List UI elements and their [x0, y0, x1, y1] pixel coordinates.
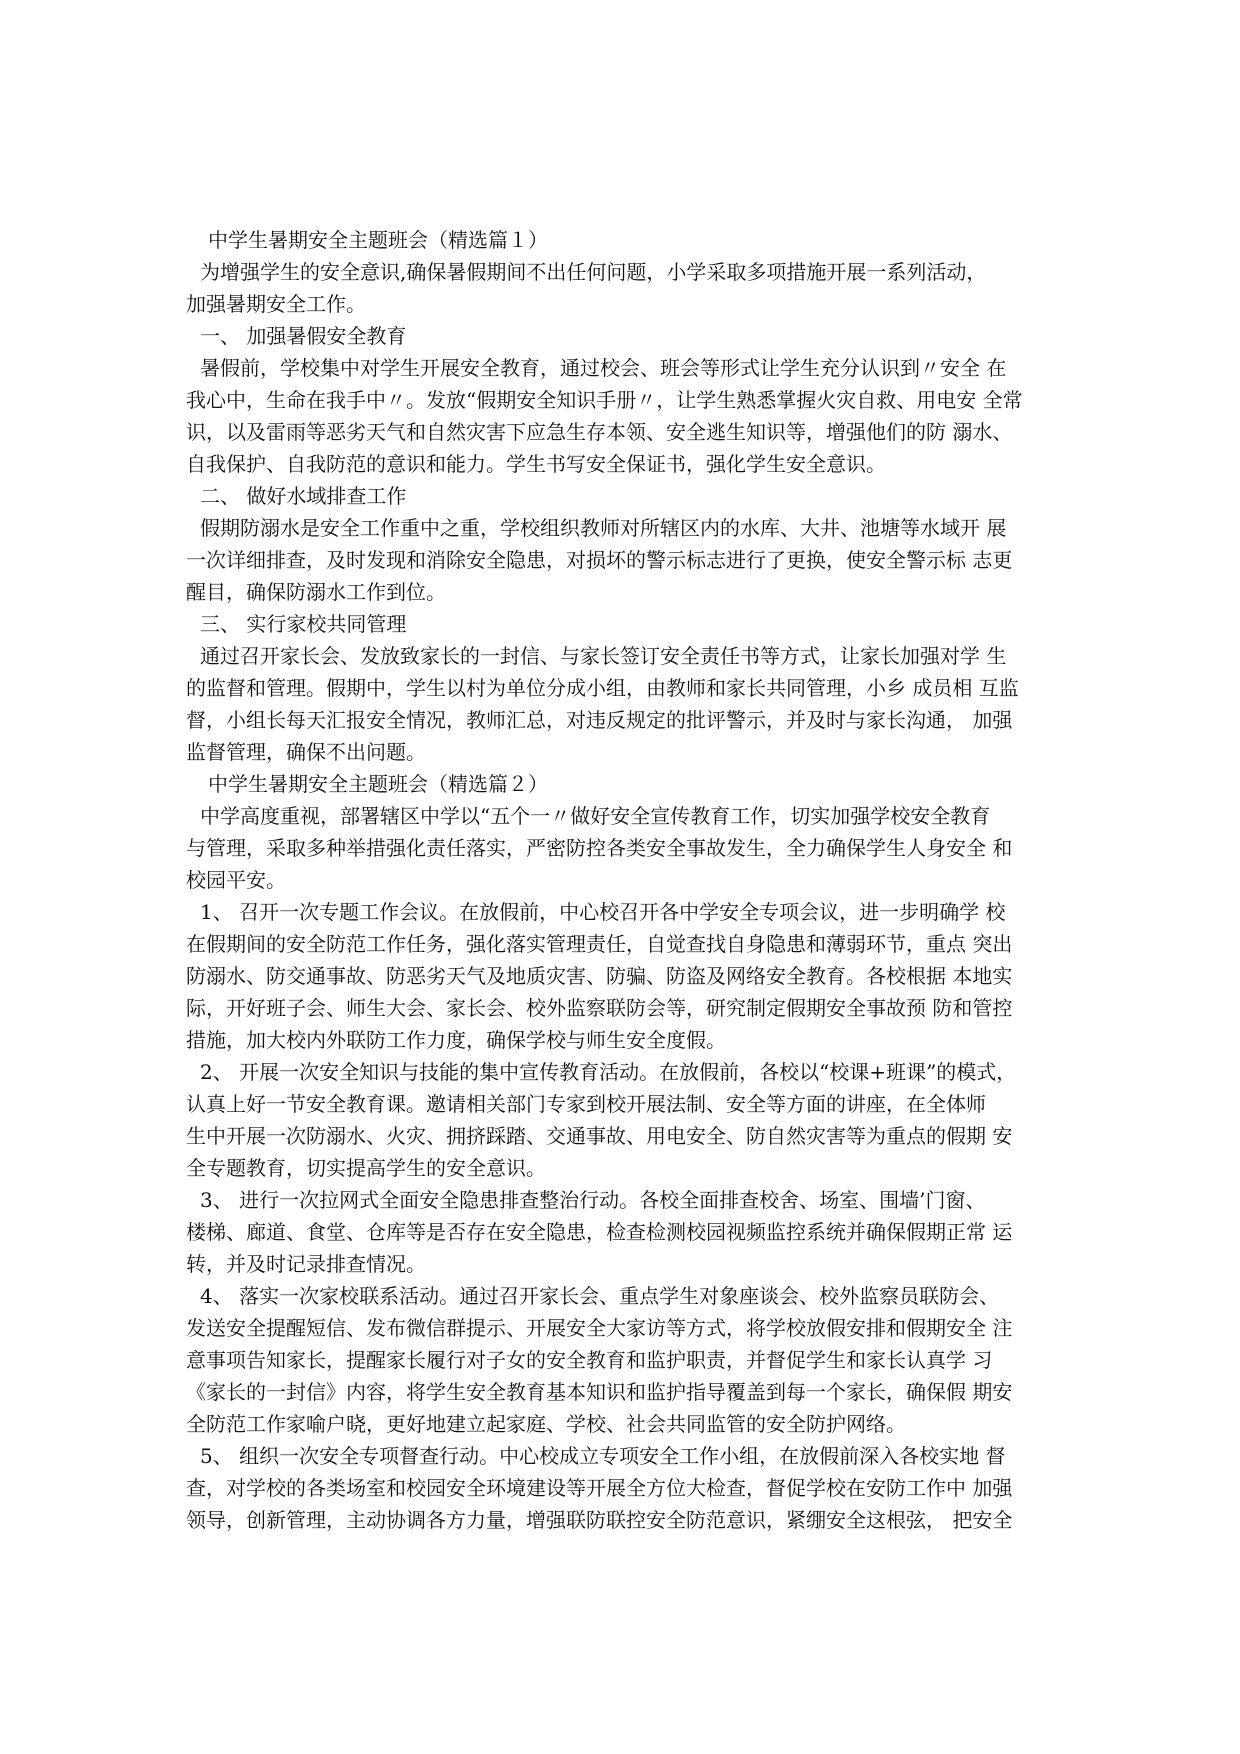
paragraph-line: 的监督和管理。假期中，学生以村为单位分成小组，由教师和家长共同管理，小乡 成员相 互监: [186, 676, 1019, 700]
paragraph-line: 查，对学校的各类场室和校园安全环境建设等开展全方位大检查，督促学校在安防工作中 加强: [186, 1476, 1013, 1500]
subheading: 一、 加强暑假安全教育: [200, 324, 407, 348]
paragraph-line: 醒目，确保防溺水工作到位。: [186, 580, 446, 604]
paragraph-line: 假期防溺水是安全工作重中之重，学校组织教师对所辖区内的水库、大井、池塘等水域开 展: [200, 516, 1007, 540]
subheading: 三、 实行家校共同管理: [200, 612, 407, 636]
paragraph-line: 认真上好一节安全教育课。邀请相关部门专家到校开展法制、安全等方面的讲座，在全体师: [186, 1092, 986, 1116]
numbered-item-line: 2、 开展一次安全知识与技能的集中宣传教育活动。在放假前，各校以“校课+班课”的模式，: [200, 1060, 1017, 1084]
paragraph-line: 楼梯、廊道、食堂、仓库等是否存在安全隐患，检查检测校园视频监控系统并确保假期正常 运: [186, 1220, 1013, 1244]
numbered-item-line: 5、 组织一次安全专项督查行动。中心校成立专项安全工作小组，在放假前深入各校实地 督: [200, 1444, 1006, 1468]
paragraph-line: 监督管理，确保不出问题。: [186, 740, 426, 764]
paragraph-line: 识，以及雷雨等恶劣天气和自然灾害下应急生存本领、安全逃生知识等，增强他们的防 溺水、: [186, 420, 1013, 444]
section-title: 中学生暑期安全主题班会（精选篇２）: [208, 772, 548, 796]
paragraph-line: 为增强学生的安全意识,确保暑假期间不出任何问题，小学采取多项措施开展一系列活动，: [200, 260, 987, 284]
paragraph-line: 在假期间的安全防范工作任务，强化落实管理责任，自觉查找自身隐患和薄弱环节，重点 突出: [186, 932, 1013, 956]
paragraph-line: 领导，创新管理，主动协调各方力量，增强联防联控安全防范意识，紧绷安全这根弦， 把安全: [186, 1508, 1013, 1532]
paragraph-line: 加强暑期安全工作。: [186, 292, 366, 316]
paragraph-line: 一次详细排查，及时发现和消除安全隐患，对损坏的警示标志进行了更换，使安全警示标 志更: [186, 548, 1013, 572]
paragraph-line: 转，并及时记录排查情况。: [186, 1252, 426, 1276]
paragraph-line: 全防范工作家喻户晓，更好地建立起家庭、学校、社会共同监管的安全防护网络。: [186, 1412, 906, 1436]
section-title: 中学生暑期安全主题班会（精选篇１）: [208, 228, 548, 252]
numbered-item-line: 3、 进行一次拉网式全面安全隐患排查整治行动。各校全面排查校舍、场室、围墙’门窗、: [200, 1188, 986, 1212]
paragraph-line: 意事项告知家长，提醒家长履行对子女的安全教育和监护职责，并督促学生和家长认真学 习: [186, 1348, 993, 1372]
paragraph-line: 与管理，采取多种举措强化责任落实，严密防控各类安全事故发生，全力确保学生人身安全 和: [186, 836, 1013, 860]
subheading: 二、 做好水域排查工作: [200, 484, 407, 508]
paragraph-line: 防溺水、防交通事故、防恶劣天气及地质灾害、防骗、防盗及网络安全教育。各校根据 本地实: [186, 964, 1013, 988]
document-page: [186, 224, 1056, 1536]
paragraph-line: 措施，加大校内外联防工作力度，确保学校与师生安全度假。: [186, 1028, 726, 1052]
paragraph-line: 自我保护、自我防范的意识和能力。学生书写安全保证书，强化学生安全意识。: [186, 452, 886, 476]
numbered-item-line: 1、 召开一次专题工作会议。在放假前，中心校召开各中学安全专项会议，进一步明确学 校: [200, 900, 1006, 924]
paragraph-line: 全专题教育，切实提高学生的安全意识。: [186, 1156, 546, 1180]
paragraph-line: 发送安全提醒短信、发布微信群提示、开展安全大家访等方式，将学校放假安排和假期安全 注: [186, 1316, 1013, 1340]
paragraph-line: 我心中，生命在我手中〃。发放“假期安全知识手册〃，让学生熟悉掌握火灾自救、用电安 全常: [186, 388, 1023, 412]
paragraph-line: 校园平安。: [186, 868, 286, 892]
paragraph-line: 际，开好班子会、师生大会、家长会、校外监察联防会等，研究制定假期安全事故预 防和管控: [186, 996, 1013, 1020]
paragraph-line: 通过召开家长会、发放致家长的一封信、与家长签订安全责任书等方式，让家长加强对学 生: [200, 644, 1007, 668]
paragraph-line: 中学高度重视，部署辖区中学以“五个一〃做好安全宣传教育工作，切实加强学校安全教育: [200, 804, 991, 828]
numbered-item-line: 4、 落实一次家校联系活动。通过召开家长会、重点学生对象座谈会、校外监察员联防会、: [200, 1284, 1000, 1308]
paragraph-line: 暑假前，学校集中对学生开展安全教育，通过校会、班会等形式让学生充分认识到〃安全 在: [200, 356, 1007, 380]
paragraph-line: 生中开展一次防溺水、火灾、拥挤踩踏、交通事故、用电安全、防自然灾害等为重点的假期 安: [186, 1124, 1013, 1148]
paragraph-line: 《家长的一封信》内容，将学生安全教育基本知识和监护指导覆盖到每一个家长，确保假 期安: [186, 1380, 1013, 1404]
paragraph-line: 督，小组长每天汇报安全情况，教师汇总，对违反规定的批评警示，并及时与家长沟通， 加强: [186, 708, 1013, 732]
